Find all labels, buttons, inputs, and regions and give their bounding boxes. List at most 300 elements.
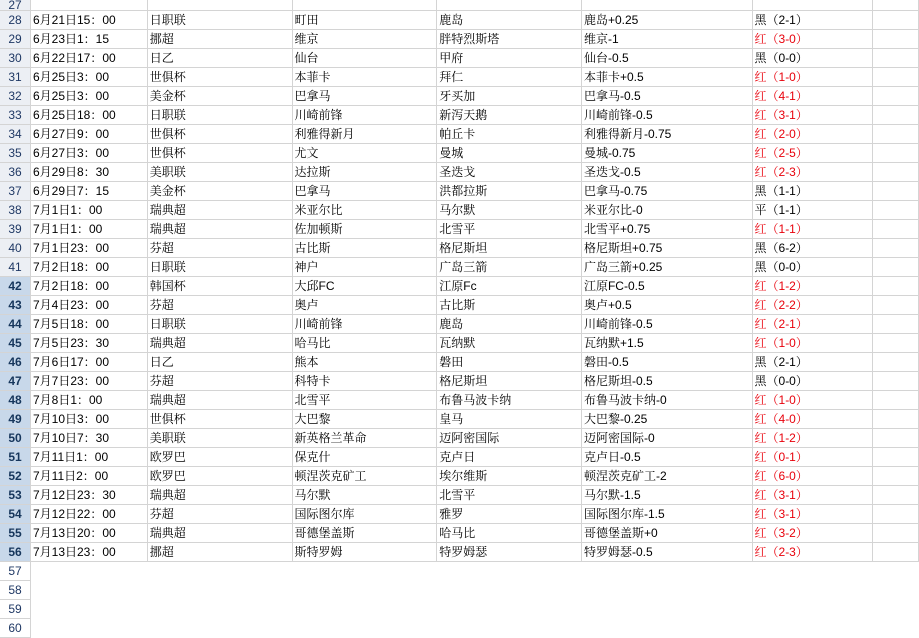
- cell-handicap[interactable]: 克卢日-0.5: [581, 448, 752, 467]
- table-row[interactable]: [0, 49, 919, 68]
- cell-date-time[interactable]: [30, 0, 147, 11]
- cell-league[interactable]: 芬超: [147, 505, 292, 524]
- table-row[interactable]: [0, 619, 919, 638]
- cell-empty[interactable]: [147, 581, 292, 600]
- cell-result[interactable]: 黑（2-1）: [752, 11, 873, 30]
- row-header[interactable]: 43: [0, 296, 30, 315]
- cell-handicap[interactable]: 巴拿马-0.5: [581, 87, 752, 106]
- cell-league[interactable]: 欧罗巴: [147, 448, 292, 467]
- cell-away-team[interactable]: 胖特烈斯塔: [437, 30, 582, 49]
- cell-home-team[interactable]: 大邱FC: [292, 277, 437, 296]
- cell-away-team[interactable]: 马尔默: [437, 201, 582, 220]
- row-header[interactable]: 34: [0, 125, 30, 144]
- cell-away-team[interactable]: 曼城: [437, 144, 582, 163]
- cell-empty[interactable]: [437, 581, 582, 600]
- table-row[interactable]: [0, 315, 919, 334]
- cell-empty[interactable]: [30, 619, 147, 638]
- table-row[interactable]: [0, 239, 919, 258]
- cell-date-time[interactable]: 7月12日23：30: [30, 486, 147, 505]
- cell-handicap[interactable]: 本菲卡+0.5: [581, 68, 752, 87]
- cell-result[interactable]: 红（0-1）: [752, 448, 873, 467]
- cell-away-team[interactable]: 拜仁: [437, 68, 582, 87]
- cell-extra[interactable]: [873, 30, 919, 49]
- row-header[interactable]: 58: [0, 581, 30, 600]
- cell-home-team[interactable]: 北雪平: [292, 391, 437, 410]
- cell-away-team[interactable]: 鹿岛: [437, 315, 582, 334]
- row-header[interactable]: 51: [0, 448, 30, 467]
- cell-extra[interactable]: [873, 258, 919, 277]
- cell-empty[interactable]: [292, 562, 437, 581]
- cell-handicap[interactable]: 大巴黎-0.25: [581, 410, 752, 429]
- cell-away-team[interactable]: 迈阿密国际: [437, 429, 582, 448]
- cell-result[interactable]: 红（1-2）: [752, 277, 873, 296]
- cell-league[interactable]: 日职联: [147, 315, 292, 334]
- cell-date-time[interactable]: 7月5日23：30: [30, 334, 147, 353]
- cell-handicap[interactable]: 特罗姆瑟-0.5: [581, 543, 752, 562]
- cell-handicap[interactable]: 瓦纳默+1.5: [581, 334, 752, 353]
- cell-empty[interactable]: [147, 600, 292, 619]
- table-row[interactable]: [0, 334, 919, 353]
- cell-date-time[interactable]: 7月1日23：00: [30, 239, 147, 258]
- cell-away-team[interactable]: 圣迭戈: [437, 163, 582, 182]
- cell-result[interactable]: 红（1-2）: [752, 429, 873, 448]
- cell-extra[interactable]: [873, 163, 919, 182]
- cell-league[interactable]: 瑞典超: [147, 524, 292, 543]
- cell-empty[interactable]: [147, 562, 292, 581]
- cell-extra[interactable]: [873, 353, 919, 372]
- cell-empty[interactable]: [292, 619, 437, 638]
- cell-extra[interactable]: [873, 11, 919, 30]
- cell-league[interactable]: 瑞典超: [147, 334, 292, 353]
- cell-result[interactable]: 红（2-1）: [752, 315, 873, 334]
- cell-handicap[interactable]: 江原FC-0.5: [581, 277, 752, 296]
- row-header[interactable]: 60: [0, 619, 30, 638]
- cell-date-time[interactable]: 6月25日3：00: [30, 87, 147, 106]
- table-row[interactable]: [0, 125, 919, 144]
- cell-league[interactable]: 世俱杯: [147, 410, 292, 429]
- cell-extra[interactable]: [873, 391, 919, 410]
- cell-empty[interactable]: [752, 600, 873, 619]
- cell-date-time[interactable]: 7月6日17：00: [30, 353, 147, 372]
- table-row[interactable]: [0, 581, 919, 600]
- cell-handicap[interactable]: 哥德堡盖斯+0: [581, 524, 752, 543]
- row-header[interactable]: 42: [0, 277, 30, 296]
- cell-league[interactable]: 瑞典超: [147, 201, 292, 220]
- cell-result[interactable]: 黑（6-2）: [752, 239, 873, 258]
- table-row[interactable]: [0, 372, 919, 391]
- cell-extra[interactable]: [873, 467, 919, 486]
- cell-home-team[interactable]: 古比斯: [292, 239, 437, 258]
- cell-home-team[interactable]: 哥德堡盖斯: [292, 524, 437, 543]
- cell-extra[interactable]: [873, 239, 919, 258]
- cell-handicap[interactable]: 格尼斯坦-0.5: [581, 372, 752, 391]
- cell-league[interactable]: 世俱杯: [147, 125, 292, 144]
- row-header[interactable]: 57: [0, 562, 30, 581]
- cell-away-team[interactable]: 牙买加: [437, 87, 582, 106]
- cell-handicap[interactable]: 布鲁马波卡纳-0: [581, 391, 752, 410]
- cell-home-team[interactable]: 科特卡: [292, 372, 437, 391]
- row-header[interactable]: 28: [0, 11, 30, 30]
- cell-handicap[interactable]: 鹿岛+0.25: [581, 11, 752, 30]
- cell-home-team[interactable]: 顿涅茨克矿工: [292, 467, 437, 486]
- row-header[interactable]: 37: [0, 182, 30, 201]
- cell-league[interactable]: 日职联: [147, 106, 292, 125]
- cell-league[interactable]: 芬超: [147, 239, 292, 258]
- cell-extra[interactable]: [873, 315, 919, 334]
- cell-date-time[interactable]: 6月29日7：15: [30, 182, 147, 201]
- cell-date-time[interactable]: 6月23日1：15: [30, 30, 147, 49]
- cell-handicap[interactable]: 仙台-0.5: [581, 49, 752, 68]
- cell-date-time[interactable]: 7月2日18：00: [30, 277, 147, 296]
- cell-home-team[interactable]: 达拉斯: [292, 163, 437, 182]
- row-header[interactable]: 52: [0, 467, 30, 486]
- table-row[interactable]: [0, 505, 919, 524]
- row-header[interactable]: 47: [0, 372, 30, 391]
- cell-date-time[interactable]: 6月21日15：00: [30, 11, 147, 30]
- cell-extra[interactable]: [873, 220, 919, 239]
- cell-home-team[interactable]: 新英格兰革命: [292, 429, 437, 448]
- cell-extra[interactable]: [873, 277, 919, 296]
- cell-result[interactable]: 黑（0-0）: [752, 49, 873, 68]
- cell-home-team[interactable]: 奥卢: [292, 296, 437, 315]
- cell-empty[interactable]: [147, 619, 292, 638]
- cell-extra[interactable]: [873, 49, 919, 68]
- cell-date-time[interactable]: 7月10日7：30: [30, 429, 147, 448]
- row-header[interactable]: 46: [0, 353, 30, 372]
- row-header[interactable]: 35: [0, 144, 30, 163]
- cell-extra[interactable]: [873, 68, 919, 87]
- cell-result[interactable]: 红（4-0）: [752, 410, 873, 429]
- cell-date-time[interactable]: 6月27日9：00: [30, 125, 147, 144]
- cell-date-time[interactable]: 7月1日1：00: [30, 201, 147, 220]
- cell-handicap[interactable]: 马尔默-1.5: [581, 486, 752, 505]
- cell-extra[interactable]: [873, 486, 919, 505]
- cell-date-time[interactable]: 6月22日17：00: [30, 49, 147, 68]
- row-header[interactable]: 41: [0, 258, 30, 277]
- cell-extra[interactable]: [873, 524, 919, 543]
- cell-away-team[interactable]: 江原Fc: [437, 277, 582, 296]
- cell-home-team[interactable]: 町田: [292, 11, 437, 30]
- cell-result[interactable]: 红（2-3）: [752, 163, 873, 182]
- row-header[interactable]: 48: [0, 391, 30, 410]
- row-header[interactable]: 33: [0, 106, 30, 125]
- cell-handicap[interactable]: 奥卢+0.5: [581, 296, 752, 315]
- cell-handicap[interactable]: 圣迭戈-0.5: [581, 163, 752, 182]
- cell-extra[interactable]: [873, 448, 919, 467]
- cell-extra[interactable]: [873, 410, 919, 429]
- cell-league[interactable]: 日乙: [147, 49, 292, 68]
- cell-handicap[interactable]: 广岛三箭+0.25: [581, 258, 752, 277]
- cell-empty[interactable]: [437, 600, 582, 619]
- cell-home-team[interactable]: 维京: [292, 30, 437, 49]
- table-row[interactable]: [0, 429, 919, 448]
- cell-league[interactable]: 世俱杯: [147, 68, 292, 87]
- cell-extra[interactable]: [873, 125, 919, 144]
- cell-away-team[interactable]: 新泻天鹅: [437, 106, 582, 125]
- row-header[interactable]: 39: [0, 220, 30, 239]
- cell-handicap[interactable]: 格尼斯坦+0.75: [581, 239, 752, 258]
- cell-empty[interactable]: [873, 600, 919, 619]
- cell-result[interactable]: 红（2-5）: [752, 144, 873, 163]
- cell-date-time[interactable]: 7月5日18：00: [30, 315, 147, 334]
- cell-date-time[interactable]: 7月10日3：00: [30, 410, 147, 429]
- cell-home-team[interactable]: 斯特罗姆: [292, 543, 437, 562]
- cell-result[interactable]: 红（1-0）: [752, 334, 873, 353]
- cell-handicap[interactable]: 迈阿密国际-0: [581, 429, 752, 448]
- cell-home-team[interactable]: 大巴黎: [292, 410, 437, 429]
- cell-extra[interactable]: [873, 505, 919, 524]
- cell-result[interactable]: 红（3-0）: [752, 30, 873, 49]
- cell-extra[interactable]: [873, 182, 919, 201]
- cell-result[interactable]: 黑（0-0）: [752, 258, 873, 277]
- cell-handicap[interactable]: 国际图尔库-1.5: [581, 505, 752, 524]
- cell-away-team[interactable]: [437, 0, 582, 11]
- row-header[interactable]: 54: [0, 505, 30, 524]
- cell-result[interactable]: 红（6-0）: [752, 467, 873, 486]
- cell-result[interactable]: 红（1-0）: [752, 68, 873, 87]
- cell-handicap[interactable]: 北雪平+0.75: [581, 220, 752, 239]
- row-header[interactable]: 31: [0, 68, 30, 87]
- cell-league[interactable]: 芬超: [147, 296, 292, 315]
- cell-handicap[interactable]: 曼城-0.75: [581, 144, 752, 163]
- cell-league[interactable]: 美金杯: [147, 182, 292, 201]
- cell-result[interactable]: 红（2-3）: [752, 543, 873, 562]
- table-row[interactable]: [0, 410, 919, 429]
- cell-home-team[interactable]: 神户: [292, 258, 437, 277]
- cell-empty[interactable]: [292, 581, 437, 600]
- row-header[interactable]: 55: [0, 524, 30, 543]
- table-row[interactable]: [0, 353, 919, 372]
- table-row[interactable]: [0, 144, 919, 163]
- cell-result[interactable]: 红（3-1）: [752, 486, 873, 505]
- cell-league[interactable]: 瑞典超: [147, 391, 292, 410]
- cell-away-team[interactable]: 鹿岛: [437, 11, 582, 30]
- cell-home-team[interactable]: 川崎前锋: [292, 315, 437, 334]
- row-header[interactable]: 40: [0, 239, 30, 258]
- cell-date-time[interactable]: 6月29日8：30: [30, 163, 147, 182]
- cell-league[interactable]: 日职联: [147, 258, 292, 277]
- cell-away-team[interactable]: 广岛三箭: [437, 258, 582, 277]
- cell-empty[interactable]: [30, 581, 147, 600]
- cell-extra[interactable]: [873, 201, 919, 220]
- table-row[interactable]: [0, 87, 919, 106]
- row-header[interactable]: 44: [0, 315, 30, 334]
- cell-away-team[interactable]: 古比斯: [437, 296, 582, 315]
- row-header[interactable]: 27: [0, 0, 30, 11]
- cell-home-team[interactable]: 国际图尔库: [292, 505, 437, 524]
- table-row[interactable]: [0, 68, 919, 87]
- row-header[interactable]: 29: [0, 30, 30, 49]
- cell-home-team[interactable]: 仙台: [292, 49, 437, 68]
- cell-home-team[interactable]: 利雅得新月: [292, 125, 437, 144]
- cell-handicap[interactable]: 利雅得新月-0.75: [581, 125, 752, 144]
- cell-date-time[interactable]: 7月11日1：00: [30, 448, 147, 467]
- cell-result[interactable]: 红（4-1）: [752, 87, 873, 106]
- cell-handicap[interactable]: [581, 0, 752, 11]
- cell-handicap[interactable]: 维京-1: [581, 30, 752, 49]
- cell-extra[interactable]: [873, 106, 919, 125]
- cell-away-team[interactable]: 布鲁马波卡纳: [437, 391, 582, 410]
- cell-extra[interactable]: [873, 296, 919, 315]
- table-row[interactable]: [0, 201, 919, 220]
- cell-league[interactable]: 挪超: [147, 543, 292, 562]
- cell-away-team[interactable]: 洪都拉斯: [437, 182, 582, 201]
- table-row[interactable]: [0, 0, 919, 11]
- cell-home-team[interactable]: 川崎前锋: [292, 106, 437, 125]
- row-header[interactable]: 59: [0, 600, 30, 619]
- cell-league[interactable]: 世俱杯: [147, 144, 292, 163]
- cell-league[interactable]: 瑞典超: [147, 220, 292, 239]
- cell-league[interactable]: 日职联: [147, 11, 292, 30]
- cell-result[interactable]: 黑（2-1）: [752, 353, 873, 372]
- cell-home-team[interactable]: 尤文: [292, 144, 437, 163]
- row-header[interactable]: 49: [0, 410, 30, 429]
- cell-away-team[interactable]: 磐田: [437, 353, 582, 372]
- cell-home-team[interactable]: 佐加顿斯: [292, 220, 437, 239]
- table-row[interactable]: [0, 258, 919, 277]
- cell-result[interactable]: 红（3-1）: [752, 106, 873, 125]
- table-row[interactable]: [0, 600, 919, 619]
- table-row[interactable]: [0, 543, 919, 562]
- table-row[interactable]: [0, 391, 919, 410]
- cell-empty[interactable]: [581, 600, 752, 619]
- cell-empty[interactable]: [581, 619, 752, 638]
- cell-home-team[interactable]: 巴拿马: [292, 182, 437, 201]
- cell-away-team[interactable]: 格尼斯坦: [437, 372, 582, 391]
- cell-empty[interactable]: [292, 600, 437, 619]
- table-row[interactable]: [0, 182, 919, 201]
- row-header[interactable]: 53: [0, 486, 30, 505]
- row-header[interactable]: 56: [0, 543, 30, 562]
- cell-empty[interactable]: [873, 619, 919, 638]
- cell-league[interactable]: 美职联: [147, 429, 292, 448]
- cell-empty[interactable]: [752, 581, 873, 600]
- cell-empty[interactable]: [873, 562, 919, 581]
- cell-empty[interactable]: [437, 562, 582, 581]
- cell-handicap[interactable]: 川崎前锋-0.5: [581, 315, 752, 334]
- cell-away-team[interactable]: 克卢日: [437, 448, 582, 467]
- cell-date-time[interactable]: 7月13日20：00: [30, 524, 147, 543]
- cell-handicap[interactable]: 米亚尔比-0: [581, 201, 752, 220]
- cell-home-team[interactable]: 马尔默: [292, 486, 437, 505]
- cell-empty[interactable]: [752, 562, 873, 581]
- cell-away-team[interactable]: 格尼斯坦: [437, 239, 582, 258]
- table-row[interactable]: [0, 562, 919, 581]
- cell-league[interactable]: 韩国杯: [147, 277, 292, 296]
- row-header[interactable]: 45: [0, 334, 30, 353]
- cell-date-time[interactable]: 7月12日22：00: [30, 505, 147, 524]
- cell-empty[interactable]: [437, 619, 582, 638]
- cell-extra[interactable]: [873, 429, 919, 448]
- cell-home-team[interactable]: [292, 0, 437, 11]
- cell-extra[interactable]: [873, 372, 919, 391]
- cell-away-team[interactable]: 雅罗: [437, 505, 582, 524]
- table-row[interactable]: [0, 163, 919, 182]
- cell-home-team[interactable]: 保克什: [292, 448, 437, 467]
- cell-empty[interactable]: [873, 581, 919, 600]
- cell-league[interactable]: 瑞典超: [147, 486, 292, 505]
- cell-empty[interactable]: [30, 600, 147, 619]
- cell-home-team[interactable]: 米亚尔比: [292, 201, 437, 220]
- cell-result[interactable]: 红（3-1）: [752, 505, 873, 524]
- cell-date-time[interactable]: 6月25日18：00: [30, 106, 147, 125]
- cell-away-team[interactable]: 皇马: [437, 410, 582, 429]
- table-row[interactable]: [0, 277, 919, 296]
- row-header[interactable]: 36: [0, 163, 30, 182]
- cell-league[interactable]: 芬超: [147, 372, 292, 391]
- cell-result[interactable]: 黑（0-0）: [752, 372, 873, 391]
- cell-empty[interactable]: [752, 619, 873, 638]
- cell-away-team[interactable]: 北雪平: [437, 220, 582, 239]
- cell-league[interactable]: 美金杯: [147, 87, 292, 106]
- cell-league[interactable]: 日乙: [147, 353, 292, 372]
- cell-result[interactable]: 平（1-1）: [752, 201, 873, 220]
- cell-home-team[interactable]: 哈马比: [292, 334, 437, 353]
- cell-extra[interactable]: [873, 0, 919, 11]
- cell-extra[interactable]: [873, 334, 919, 353]
- cell-extra[interactable]: [873, 543, 919, 562]
- cell-league[interactable]: 欧罗巴: [147, 467, 292, 486]
- cell-result[interactable]: 红（2-2）: [752, 296, 873, 315]
- cell-home-team[interactable]: 巴拿马: [292, 87, 437, 106]
- cell-away-team[interactable]: 特罗姆瑟: [437, 543, 582, 562]
- cell-handicap[interactable]: 磐田-0.5: [581, 353, 752, 372]
- row-header[interactable]: 30: [0, 49, 30, 68]
- cell-league[interactable]: 挪超: [147, 30, 292, 49]
- cell-away-team[interactable]: 埃尔维斯: [437, 467, 582, 486]
- table-row[interactable]: [0, 30, 919, 49]
- cell-handicap[interactable]: 川崎前锋-0.5: [581, 106, 752, 125]
- cell-result[interactable]: [752, 0, 873, 11]
- cell-date-time[interactable]: 6月25日3：00: [30, 68, 147, 87]
- cell-home-team[interactable]: 熊本: [292, 353, 437, 372]
- cell-away-team[interactable]: 帕丘卡: [437, 125, 582, 144]
- table-row[interactable]: [0, 220, 919, 239]
- cell-extra[interactable]: [873, 87, 919, 106]
- table-row[interactable]: [0, 448, 919, 467]
- table-row[interactable]: [0, 11, 919, 30]
- row-header[interactable]: 38: [0, 201, 30, 220]
- cell-result[interactable]: 红（3-2）: [752, 524, 873, 543]
- cell-home-team[interactable]: 本菲卡: [292, 68, 437, 87]
- cell-date-time[interactable]: 7月8日1：00: [30, 391, 147, 410]
- cell-result[interactable]: 黑（1-1）: [752, 182, 873, 201]
- cell-league[interactable]: 美职联: [147, 163, 292, 182]
- cell-date-time[interactable]: 7月1日1：00: [30, 220, 147, 239]
- cell-empty[interactable]: [30, 562, 147, 581]
- cell-extra[interactable]: [873, 144, 919, 163]
- row-header[interactable]: 32: [0, 87, 30, 106]
- cell-away-team[interactable]: 哈马比: [437, 524, 582, 543]
- table-row[interactable]: [0, 296, 919, 315]
- cell-away-team[interactable]: 北雪平: [437, 486, 582, 505]
- cell-away-team[interactable]: 瓦纳默: [437, 334, 582, 353]
- table-row[interactable]: [0, 524, 919, 543]
- table-row[interactable]: [0, 467, 919, 486]
- cell-date-time[interactable]: 7月7日23：00: [30, 372, 147, 391]
- cell-date-time[interactable]: 7月2日18：00: [30, 258, 147, 277]
- cell-handicap[interactable]: 巴拿马-0.75: [581, 182, 752, 201]
- cell-result[interactable]: 红（1-1）: [752, 220, 873, 239]
- cell-away-team[interactable]: 甲府: [437, 49, 582, 68]
- cell-date-time[interactable]: 7月11日2：00: [30, 467, 147, 486]
- cell-handicap[interactable]: 顿涅茨克矿工-2: [581, 467, 752, 486]
- row-header[interactable]: 50: [0, 429, 30, 448]
- cell-date-time[interactable]: 6月27日3：00: [30, 144, 147, 163]
- cell-league[interactable]: [147, 0, 292, 11]
- table-row[interactable]: [0, 486, 919, 505]
- cell-date-time[interactable]: 7月13日23：00: [30, 543, 147, 562]
